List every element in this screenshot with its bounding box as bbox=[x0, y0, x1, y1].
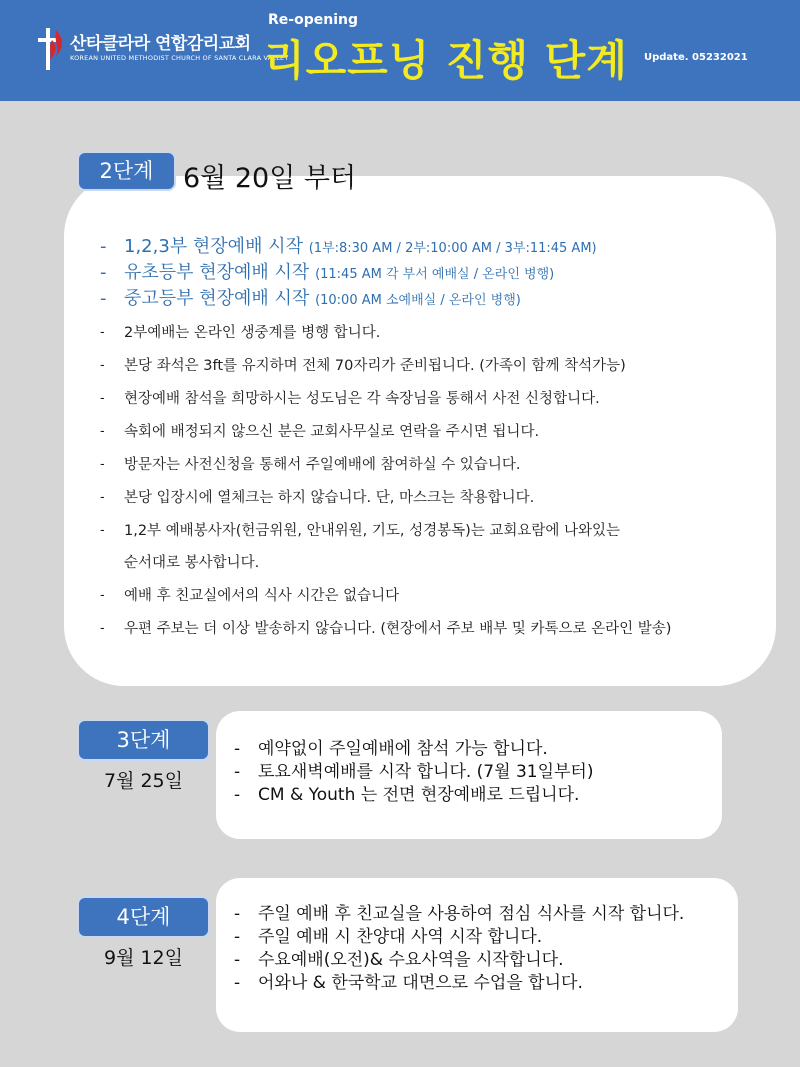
stage3-items bbox=[234, 738, 593, 807]
list-item bbox=[100, 585, 671, 607]
dash-bullet: - bbox=[100, 236, 107, 257]
page-title: 리오프닝 진행 단계 bbox=[264, 36, 628, 85]
list-item bbox=[100, 234, 597, 260]
item-text: 주일 예배 후 친교실을 사용하여 점심 식사를 시작 합니다. bbox=[258, 904, 685, 924]
dash-bullet: - bbox=[234, 904, 241, 924]
dash-bullet: - bbox=[100, 358, 105, 373]
stage2-badge: 2단계 bbox=[79, 153, 174, 189]
dash-bullet: - bbox=[234, 739, 241, 759]
note-text: 우편 주보는 더 이상 발송하지 않습니다. (현장에서 주보 배부 및 카톡으로 온라인 발송) bbox=[124, 621, 672, 637]
list-item bbox=[100, 286, 597, 312]
note-text: 예배 후 친교실에서의 식사 시간은 없습니다 bbox=[124, 588, 400, 604]
list-item bbox=[234, 949, 684, 972]
list-item bbox=[100, 487, 671, 509]
stage4-date: 9월 12일 bbox=[103, 947, 183, 969]
stage4-badge: 4단계 bbox=[79, 898, 208, 936]
list-item bbox=[100, 388, 671, 410]
note-text: 1,2부 예배봉사자(헌금위원, 안내위원, 기도, 성경봉독)는 교회요람에 나와있는 bbox=[124, 523, 621, 539]
note-text: 속회에 배정되지 않으신 분은 교회사무실로 연락을 주시면 됩니다. bbox=[124, 424, 540, 440]
dash-bullet: - bbox=[100, 424, 105, 439]
stage3-badge: 3단계 bbox=[79, 721, 208, 759]
item-text: 토요새벽예배를 시작 합니다. (7월 31일부터) bbox=[258, 762, 594, 782]
dash-bullet: - bbox=[100, 325, 105, 340]
note-text: 본당 좌석은 3ft를 유지하며 전체 70자리가 준비됩니다. (가족이 함께 착석가능) bbox=[124, 358, 626, 374]
update-date: Update. 05232021 bbox=[644, 52, 748, 63]
header bbox=[0, 0, 800, 101]
dash-bullet: - bbox=[234, 973, 241, 993]
stage2-highlights bbox=[100, 234, 597, 312]
dash-bullet: - bbox=[100, 523, 105, 538]
dash-bullet: - bbox=[100, 490, 105, 505]
list-item bbox=[100, 520, 671, 574]
church-logo bbox=[34, 26, 289, 76]
dash-bullet: - bbox=[234, 785, 241, 805]
highlight-main: 중고등부 현장예배 시작 bbox=[124, 288, 310, 309]
list-item bbox=[100, 618, 671, 640]
list-item bbox=[100, 421, 671, 443]
logo-korean-name: 산타클라라 연합감리교회 bbox=[70, 34, 251, 54]
dash-bullet: - bbox=[100, 621, 105, 636]
list-item bbox=[234, 972, 684, 995]
note-text: 방문자는 사전신청을 통해서 주일예배에 참여하실 수 있습니다. bbox=[124, 457, 521, 473]
item-text: 어와나 & 한국학교 대면으로 수업을 합니다. bbox=[258, 973, 583, 993]
note-text: 현장예배 참석을 희망하시는 성도님은 각 속장님을 통해서 사전 신청합니다. bbox=[124, 391, 600, 407]
item-text: 예약없이 주일예배에 참석 가능 합니다. bbox=[258, 739, 548, 759]
dash-bullet: - bbox=[234, 950, 241, 970]
list-item bbox=[234, 926, 684, 949]
dash-bullet: - bbox=[100, 391, 105, 406]
stage2-date: 6월 20일 부터 bbox=[183, 163, 357, 194]
note-text: 2부예배는 온라인 생중계를 병행 합니다. bbox=[124, 325, 381, 341]
highlight-sub: (1부:8:30 AM / 2부:10:00 AM / 3부:11:45 AM) bbox=[308, 241, 597, 256]
list-item bbox=[234, 761, 593, 784]
item-text: 수요예배(오전)& 수요사역을 시작합니다. bbox=[258, 950, 564, 970]
note-text: 본당 입장시에 열체크는 하지 않습니다. 단, 마스크는 착용합니다. bbox=[124, 490, 535, 506]
dash-bullet: - bbox=[100, 288, 107, 309]
list-item bbox=[234, 738, 593, 761]
dash-bullet: - bbox=[100, 457, 105, 472]
stage3-date: 7월 25일 bbox=[103, 770, 183, 792]
list-item bbox=[100, 454, 671, 476]
dash-bullet: - bbox=[100, 588, 105, 603]
item-text: 주일 예배 시 찬양대 사역 시작 합니다. bbox=[258, 927, 543, 947]
list-item bbox=[234, 784, 593, 807]
stage2-notes bbox=[100, 322, 671, 651]
reopening-label: Re-opening bbox=[268, 12, 358, 28]
item-text: CM & Youth 는 전면 현장예배로 드립니다. bbox=[258, 785, 580, 805]
list-item bbox=[100, 260, 597, 286]
list-item bbox=[100, 322, 671, 344]
logo-english-name: KOREAN UNITED METHODIST CHURCH OF SANTA CLARA VALLEY bbox=[70, 54, 289, 62]
note-text-continued: 순서대로 봉사합니다. bbox=[124, 555, 260, 571]
list-item bbox=[100, 355, 671, 377]
highlight-main: 유초등부 현장예배 시작 bbox=[124, 262, 310, 283]
cross-flame-icon bbox=[34, 26, 66, 72]
dash-bullet: - bbox=[234, 762, 241, 782]
highlight-sub: (11:45 AM 각 부서 예배실 / 온라인 병행) bbox=[315, 267, 555, 282]
dash-bullet: - bbox=[100, 262, 107, 283]
list-item bbox=[234, 903, 684, 926]
highlight-sub: (10:00 AM 소예배실 / 온라인 병행) bbox=[315, 293, 521, 308]
stage4-items bbox=[234, 903, 684, 995]
highlight-main: 1,2,3부 현장예배 시작 bbox=[124, 236, 303, 257]
dash-bullet: - bbox=[234, 927, 241, 947]
